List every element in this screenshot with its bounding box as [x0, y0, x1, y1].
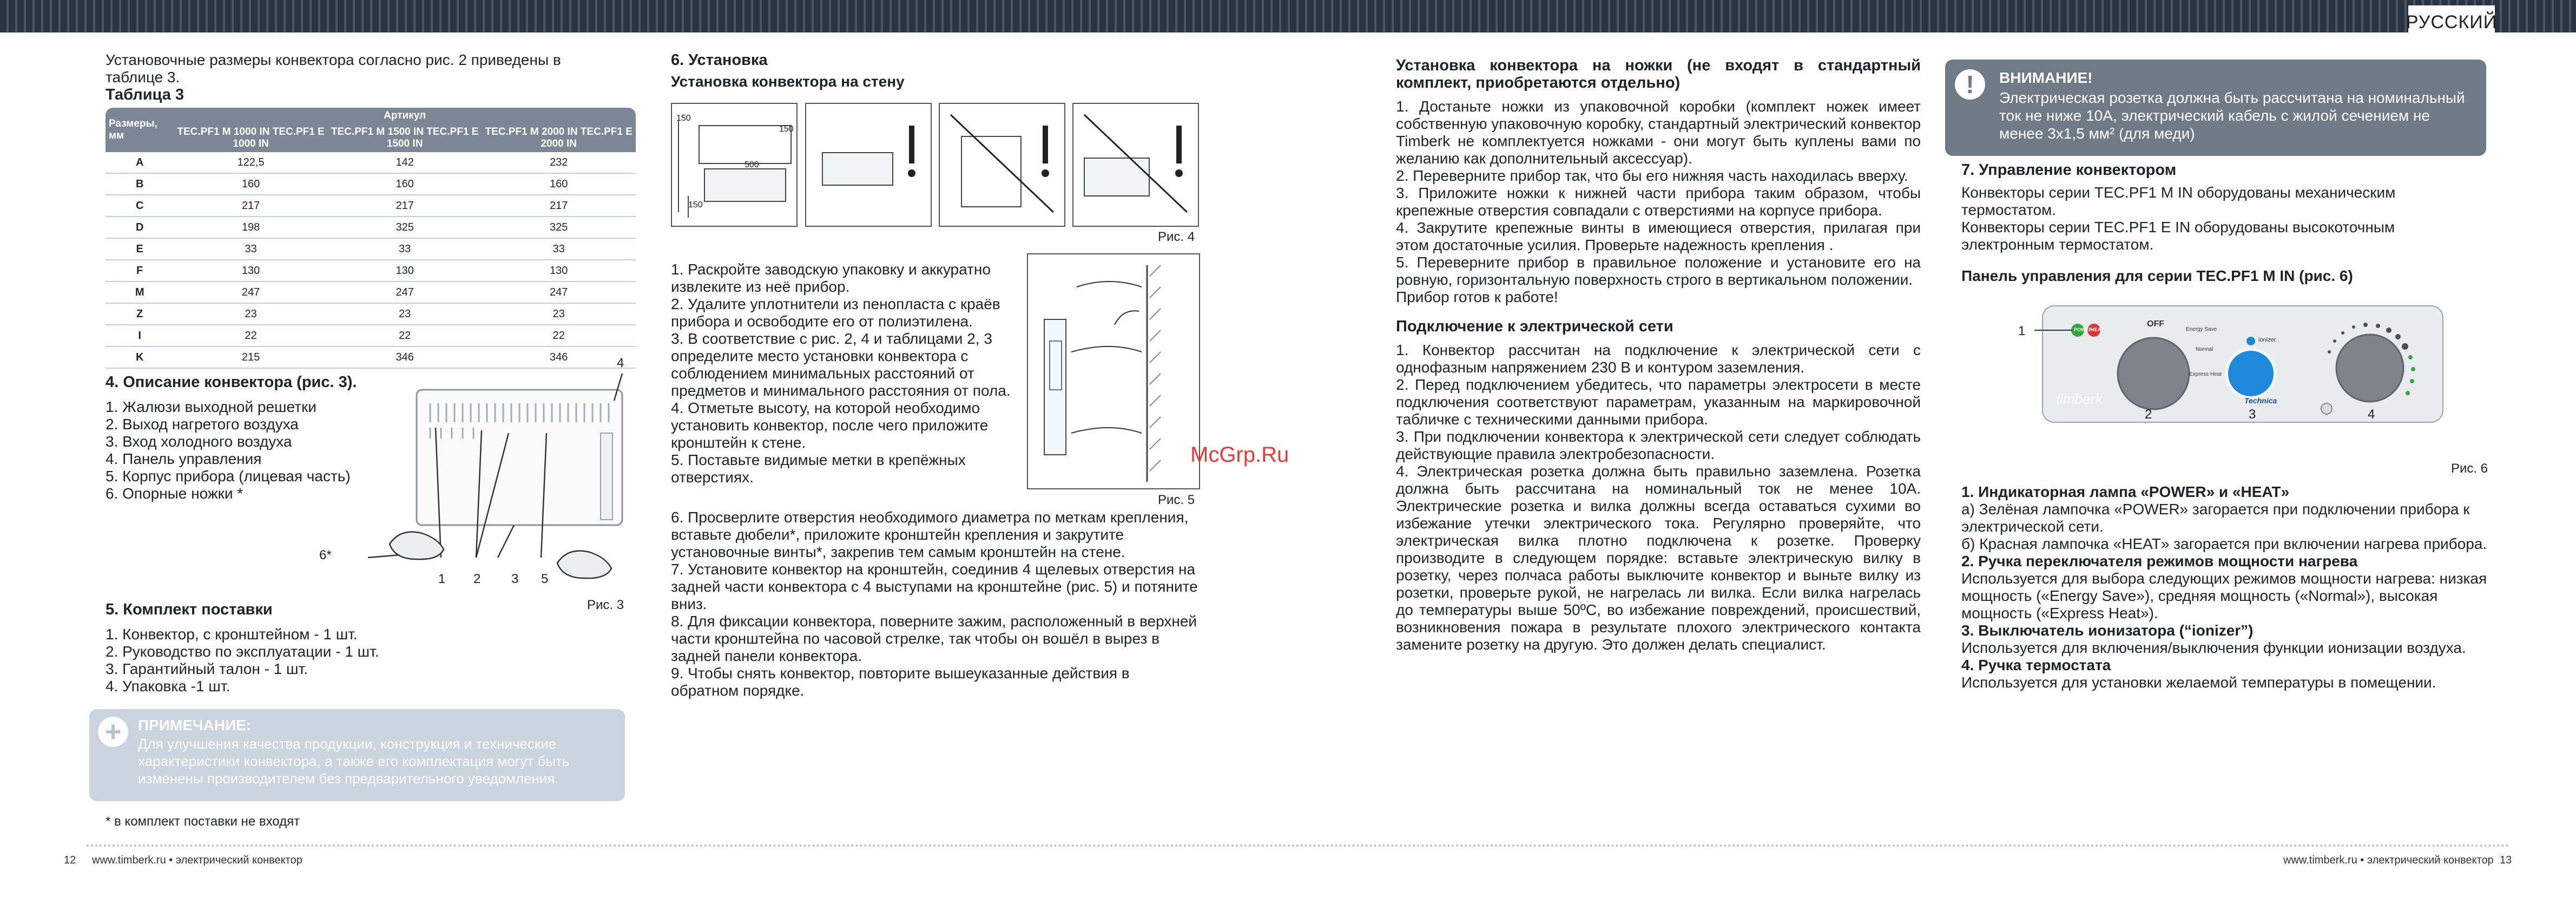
socket-prohibited-icon: [940, 104, 1064, 226]
legs-step: 3. Приложите ножки к нижней части прибора таким образом, чтобы крепежные отверстия совпадали с отверстиями на корпусе прибора.: [1396, 185, 1921, 219]
section-4-item: 4. Панель управления: [106, 450, 262, 467]
fig3-caption: Рис. 3: [587, 598, 624, 612]
warning-body: Электрическая розетка должна быть рассчитана на номинальный ток не ниже 10А, электрический кабель с жилой сечением не менее 3х1,5 мм² (для меди): [1999, 89, 2465, 142]
control-panel-strip: [601, 433, 612, 520]
fig4-dim-2: 150: [779, 125, 794, 134]
table-row: [106, 325, 636, 346]
table-cell: 247: [174, 281, 328, 303]
table-row: [106, 195, 636, 217]
steps-top: [671, 261, 1017, 486]
table-row: [106, 217, 636, 238]
table-cell: 160: [174, 173, 328, 195]
install-step: 4. Отметьте высоту, на которой необходимо установить конвектор, после чего приложите кронштейн к стене.: [671, 400, 989, 451]
section-6-title: 6. Установка: [671, 51, 768, 69]
steps-bottom: [671, 509, 1201, 699]
express-heat-label: Express Heat: [2189, 371, 2222, 377]
top-stripe-bar: [0, 0, 2576, 32]
table-cell: 33: [328, 238, 482, 260]
fig6-label-2: 2: [2145, 407, 2152, 422]
convector-figure-3: [319, 352, 638, 601]
table-row: [106, 303, 636, 325]
table-cell: 247: [328, 281, 482, 303]
fig4-dim-4: 150: [688, 200, 703, 210]
section-4-item: 1. Жалюзи выходной решетки: [106, 398, 317, 415]
install-step: 3. В соответствие с рис. 2, 4 и таблицами 2, 3 определите место установки конвектора с соблюдением минимальных расстояний от предметов и минимального расстояния от пола.: [671, 330, 1011, 399]
table-row-label: F: [106, 260, 174, 281]
table-cell: 122,5: [174, 152, 328, 173]
plus-icon: +: [98, 717, 128, 747]
control-item-line: б) Красная лампочка «HEAT» загорается при включении нагрева прибора.: [1961, 535, 2487, 552]
page-number-left: 12: [64, 854, 76, 866]
dimensions-table: [106, 108, 636, 369]
section-5-title: 5. Комплект поставки: [106, 601, 273, 618]
install-step: 7. Установите конвектор на кронштейн, соединив 4 щелевых отверстия на задней части конвектора с 4 выступами на кронштейне (рис. 5) и потяните вниз.: [671, 561, 1198, 612]
technica-logo: Technica: [2244, 396, 2277, 405]
section-7-title: 7. Управление конвектором: [1961, 161, 2177, 179]
control-item-title: 3. Выключатель ионизатора (“ionizer”): [1961, 622, 2254, 639]
warning-title: ВНИМАНИЕ!: [1999, 69, 2093, 86]
warning-box: [1945, 60, 2486, 156]
fig6-label-4: 4: [2368, 407, 2375, 422]
table-cell: 325: [482, 217, 636, 238]
power-mode-knob-icon: [2118, 338, 2189, 409]
column-3: [1396, 57, 1921, 653]
table-cell: 217: [174, 195, 328, 217]
section-4-title: 4. Описание конвектора (рис. 3).: [106, 374, 357, 391]
table-row: [106, 260, 636, 281]
table-intro: Установочные размеры конвектора согласно рис. 2 приведены в таблице 3.: [106, 51, 561, 86]
fig3-label-1: 1: [438, 572, 446, 586]
fig6-label-1: 1: [2018, 324, 2026, 338]
table-cell: 23: [482, 303, 636, 325]
section-5-item: 1. Конвектор, с кронштейном - 1 шт.: [106, 626, 358, 643]
legs-title: Установка конвектора на ножки (не входят в стандартный комплект, приобретаются отдельно): [1396, 57, 1921, 91]
fig3-label-2: 2: [473, 572, 481, 586]
table-row-label: Z: [106, 303, 174, 325]
off-label: OFF: [2147, 319, 2164, 329]
section-4-item: 2. Выход нагретого воздуха: [106, 416, 299, 433]
section-4-item: 5. Корпус прибора (лицевая часть): [106, 468, 351, 485]
normal-label: Normal: [2196, 346, 2213, 352]
elec-step: 3. При подключении конвектора к электрической сети следует соблюдать действующие правила электробезопасности.: [1396, 428, 1921, 462]
table-row-label: B: [106, 173, 174, 195]
ionizer-switch-icon: [2226, 349, 2275, 398]
elec-step: 1. Конвектор рассчитан на подключение к электрической сети с однофазным напряжением 230 В и контуром заземления.: [1396, 342, 1921, 376]
table-cell: 142: [328, 152, 482, 173]
table-row-label: I: [106, 325, 174, 346]
control-item-line: а) Зелёная лампочка «POWER» загорается при подключении прибора к электрической сети.: [1961, 501, 2470, 535]
section-6-header: [671, 51, 1212, 90]
section-5-item: 2. Руководство по эксплуатации - 1 шт.: [106, 643, 379, 660]
legs-step: 4. Закрутите крепежные винты в имеющиеся отверстия, прилагая при этом достаточные усилия. Проверьте надежность крепления .: [1396, 219, 1921, 253]
brand-logo: timberk: [2056, 391, 2103, 407]
control-item-line: Используется для установки желаемой температуры в помещении.: [1961, 674, 2436, 691]
footer-divider: [87, 844, 2511, 847]
table-cell: 325: [328, 217, 482, 238]
fig6-label-3: 3: [2249, 407, 2256, 422]
table-header-group: Артикул: [174, 108, 636, 124]
table-row-label: A: [106, 152, 174, 173]
table-row: [106, 281, 636, 303]
section-4-item: 6. Опорные ножки *: [106, 485, 243, 502]
control-item-line: Используется для включения/выключения функции ионизации воздуха.: [1961, 639, 2466, 656]
table-header-size: Размеры, мм: [106, 108, 174, 152]
note-title: ПРИМЕЧАНИЕ:: [138, 717, 252, 734]
table-cell: 160: [482, 173, 636, 195]
column-1: [106, 51, 641, 369]
table-cell: 217: [328, 195, 482, 217]
install-step: 1. Раскройте заводскую упаковку и аккуратно извлеките из неё прибор.: [671, 261, 991, 295]
watermark: McGrp.Ru: [1190, 443, 1289, 467]
section-7-text: Конвекторы серии TEC.PF1 M IN оборудованы механическим термостатом.: [1961, 184, 2396, 218]
table-row-label: K: [106, 346, 174, 368]
control-item-line: Используется для выбора следующих режимов мощности нагрева: низкая мощность («Energy Save»), средняя мощность («Normal»), высокая мощность («Express Heat»).: [1961, 570, 2487, 621]
bracket-mount-diagram: [1028, 254, 1199, 488]
table-row: [106, 152, 636, 173]
fig4-panel-3: [939, 103, 1065, 227]
fig6-leader-1: [2034, 328, 2078, 338]
table-title: Таблица 3: [106, 86, 185, 103]
footer-site-left: www.timberk.ru • электрический конвектор: [92, 854, 302, 866]
control-item-title: 4. Ручка термостата: [1961, 657, 2111, 673]
table-row-label: M: [106, 281, 174, 303]
table-cell: 22: [328, 325, 482, 346]
table-header-model-1000: TEC.PF1 M 1000 IN TEC.PF1 E 1000 IN: [174, 124, 328, 152]
table-header-model-1500: TEC.PF1 M 1500 IN TEC.PF1 E 1500 IN: [328, 124, 482, 152]
table-cell: 23: [328, 303, 482, 325]
page-number-right: 13: [2500, 854, 2512, 866]
table-cell: 198: [174, 217, 328, 238]
install-step: 6. Просверлите отверстия необходимого диаметра по меткам крепления, вставьте дюбели*, приложите кронштейн крепления и закрутите установочные винты*, закрепив тем самым кронштейн на стене.: [671, 509, 1189, 560]
fig5-box: [1027, 253, 1200, 489]
fig3-label-4: 4: [617, 356, 624, 370]
install-step: 9. Чтобы снять конвектор, повторите вышеуказанные действия в обратном порядке.: [671, 665, 1130, 699]
section-4-item: 3. Вход холодного воздуха: [106, 433, 292, 450]
elec-step: 2. Перед подключением убедитесь, что параметры электросети в месте подключения соответствуют параметрам, указанным на маркировочной табличке с техническими данными прибора.: [1396, 376, 1921, 428]
ionizer-label: ionizer: [2258, 337, 2276, 343]
control-item-title: 2. Ручка переключателя режимов мощности нагрева: [1961, 553, 2358, 569]
power-led-label: POWER: [2074, 327, 2093, 332]
table-header-model-2000: TEC.PF1 M 2000 IN TEC.PF1 E 2000 IN: [482, 124, 636, 152]
fig4-caption: Рис. 4: [1158, 230, 1195, 244]
fig6-caption: Рис. 6: [2451, 461, 2488, 476]
energy-save-label: Energy Save: [2186, 326, 2217, 332]
table-cell: 346: [482, 346, 636, 368]
table-cell: 247: [482, 281, 636, 303]
ionizer-indicator-icon: [2246, 337, 2255, 345]
install-step: 8. Для фиксации конвектора, поверните зажим, расположенный в верхней части кронштейна по часовой стрелке, так чтобы он вошёл в вырез в задней панели конвектора.: [671, 613, 1197, 664]
elec-step: 4. Электрическая розетка должна быть правильно заземлена. Розетка должна быть рассчитана на номинальный ток не менее 10А. Электрические розетка и вилка должны всегда оставаться сухими во избежание утечки электрического тока. Регулярно проверяйте, что электрическая вилка плотно подключена к розетке. Проверку производите в следующем порядке: вставьте электрическую вилку в розетку, через полчаса работы выключите конвектор и выньте вилку из розетки, проверьте рукой, не нагрелась ли вилка. Если вилка нагрелась до температуры выше 50ºС, во избежание повреждений, происшествий, возникновения пожара в результате плохого электрического контакта замените розетку на другую. Это должен делать специалист.: [1396, 463, 1921, 653]
table-row-label: C: [106, 195, 174, 217]
bathroom-prohibited-icon: [1073, 104, 1198, 226]
table-row-label: D: [106, 217, 174, 238]
table-row: [106, 173, 636, 195]
control-item-title: 1. Индикаторная лампа «POWER» и «HEAT»: [1961, 483, 2290, 500]
control-panel-figure-6: [2040, 303, 2446, 428]
table-cell: 130: [174, 260, 328, 281]
footer-site-right: www.timberk.ru • электрический конвектор: [2283, 854, 2494, 866]
table-cell: 160: [328, 173, 482, 195]
note-box: [89, 709, 625, 801]
heat-led-label: HEAT: [2091, 327, 2104, 332]
table-cell: 130: [482, 260, 636, 281]
support-leg-left: [390, 532, 444, 560]
curtain-warning-icon: [806, 104, 931, 226]
language-label: РУССКИЙ: [2408, 5, 2495, 39]
legs-step: Прибор готов к работе!: [1396, 289, 1558, 305]
table-cell: 232: [482, 152, 636, 173]
section-5-item: 4. Упаковка -1 шт.: [106, 678, 230, 695]
table-cell: 22: [174, 325, 328, 346]
table-row-label: E: [106, 238, 174, 260]
section-6-subtitle: Установка конвектора на стену: [671, 73, 905, 90]
thermostat-knob-icon: [2336, 335, 2403, 402]
exclamation-icon: !: [1955, 69, 1985, 100]
table-cell: 33: [482, 238, 636, 260]
table-cell: 23: [174, 303, 328, 325]
section-5: [106, 601, 495, 695]
fig3-label-5: 5: [541, 572, 549, 586]
fig3-label-6: 6*: [319, 548, 332, 562]
footnote: * в комплект поставки не входят: [106, 814, 300, 829]
controls-list: [1961, 483, 2492, 691]
frost-indicator-icon: [2321, 403, 2332, 414]
table-cell: 33: [174, 238, 328, 260]
section-7: [1961, 161, 2492, 285]
table-cell: 217: [482, 195, 636, 217]
fig5-caption: Рис. 5: [1158, 493, 1195, 507]
elec-title: Подключение к электрической сети: [1396, 318, 1674, 335]
support-leg-right: [557, 551, 611, 579]
legs-step: 1. Достаньте ножки из упаковочной коробки (комплект ножек имеет собственную упаковочную коробку, стандартный электрический конвектор Timberk не комплектуется ножками - они могут быть куплены вами по желанию как дополнительный аксессуар).: [1396, 98, 1921, 167]
fig4-dim-1: 150: [676, 114, 691, 123]
table-row: [106, 238, 636, 260]
note-body: Для улучшения качества продукции, конструкция и технические характеристики конвектора, а также его комплектация могут быть изменены производителем без предварительного уведомления.: [138, 736, 570, 787]
panel-title: Панель управления для серии TEC.PF1 M IN (рис. 6): [1961, 267, 2353, 284]
install-step: 2. Удалите уплотнители из пенопласта с краёв прибора и освободите его от полиэтилена.: [671, 296, 1000, 330]
section-5-item: 3. Гарантийный талон - 1 шт.: [106, 660, 308, 677]
legs-step: 5. Переверните прибор в правильное положение и установите его на ровную, горизонтальную поверхность строго в вертикальном положении.: [1396, 254, 1921, 288]
install-step: 5. Поставьте видимые метки в крепёжных отверстиях.: [671, 451, 966, 486]
table-cell: 346: [328, 346, 482, 368]
legs-step: 2. Переверните прибор так, что бы его нижняя часть находилась вверху.: [1396, 167, 1908, 184]
fig4-panel-2: [805, 103, 932, 227]
fig4-panel-4: [1072, 103, 1199, 227]
table-cell: 22: [482, 325, 636, 346]
fig4-dim-3: 500: [745, 160, 759, 169]
section-7-text: Конвекторы серии TEC.PF1 E IN оборудованы высокоточным электронным термостатом.: [1961, 219, 2395, 253]
fig3-label-3: 3: [511, 572, 519, 586]
table-cell: 215: [174, 346, 328, 368]
table-cell: 130: [328, 260, 482, 281]
